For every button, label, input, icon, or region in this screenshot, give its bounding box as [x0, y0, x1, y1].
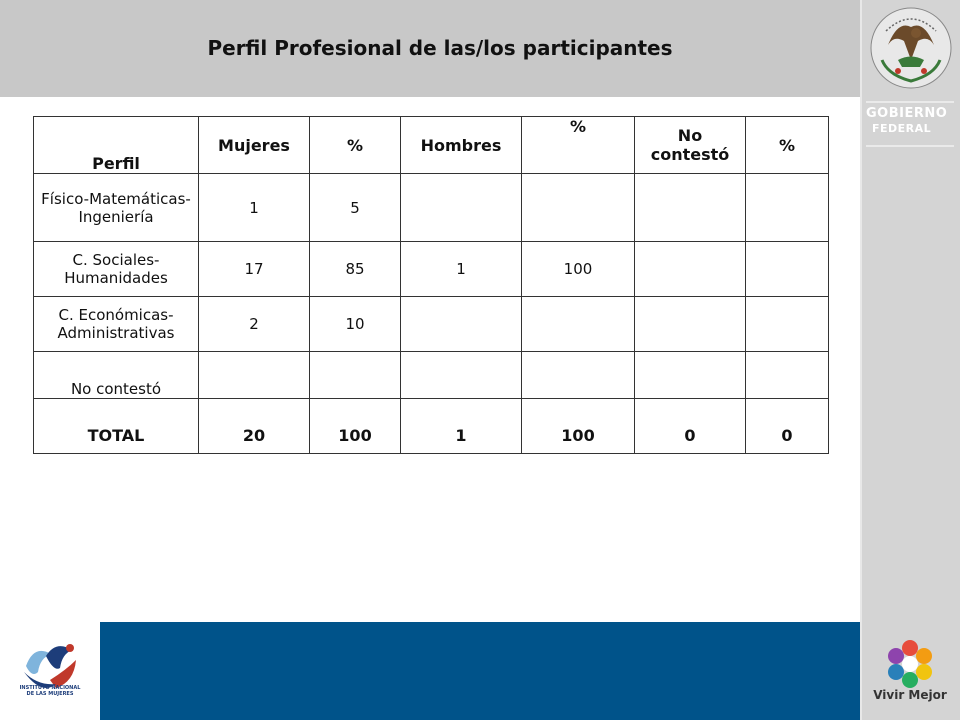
table-row	[34, 352, 829, 399]
cell-pct-mujeres	[310, 352, 401, 399]
gobierno-line2: FEDERAL	[872, 122, 932, 135]
cell-no-contesto	[635, 297, 746, 352]
cell-pct-no-contesto	[746, 242, 829, 297]
cell-perfil: TOTAL	[34, 399, 199, 454]
cell-mujeres: 2	[199, 297, 310, 352]
cell-hombres: 1	[401, 242, 522, 297]
cell-hombres: 1	[401, 399, 522, 454]
cell-pct-mujeres: 5	[310, 174, 401, 242]
cell-no-contesto	[635, 174, 746, 242]
cell-no-contesto: 0	[635, 399, 746, 454]
cell-hombres	[401, 352, 522, 399]
cell-mujeres: 20	[199, 399, 310, 454]
cell-pct-no-contesto	[746, 174, 829, 242]
cell-pct-hombres: 100	[522, 242, 635, 297]
cell-pct-mujeres: 85	[310, 242, 401, 297]
cell-pct-no-contesto: 0	[746, 399, 829, 454]
header-no-contesto: No contestó	[635, 117, 746, 174]
cell-perfil: C. Económicas-Administrativas	[34, 297, 199, 352]
inmujeres-logo-icon	[16, 636, 86, 716]
table-row	[34, 174, 829, 242]
cell-no-contesto	[635, 242, 746, 297]
footer-blue-band	[100, 622, 860, 720]
vivir-mejor-logo-icon	[870, 636, 950, 716]
header-pct-hombres: %	[522, 117, 635, 174]
cell-pct-no-contesto	[746, 297, 829, 352]
table-row	[34, 297, 829, 352]
page-title: Perfil Profesional de las/los participantes	[207, 36, 673, 60]
cell-pct-no-contesto	[746, 352, 829, 399]
cell-no-contesto	[635, 352, 746, 399]
mexican-seal-icon	[868, 5, 954, 91]
cell-perfil: No contestó	[34, 352, 199, 399]
table-header-row	[34, 117, 829, 174]
cell-perfil: Físico-Matemáticas-Ingeniería	[34, 174, 199, 242]
header-mujeres: Mujeres	[199, 117, 310, 174]
cell-mujeres: 1	[199, 174, 310, 242]
inmujeres-label: INSTITUTO NACIONAL DE LAS MUJERES	[19, 685, 81, 697]
cell-pct-mujeres: 100	[310, 399, 401, 454]
cell-pct-hombres	[522, 174, 635, 242]
cell-pct-mujeres: 10	[310, 297, 401, 352]
header-hombres: Hombres	[401, 117, 522, 174]
cell-pct-hombres: 100	[522, 399, 635, 454]
profile-table	[33, 116, 829, 454]
cell-mujeres	[199, 352, 310, 399]
vivir-mejor-label: Vivir Mejor	[873, 688, 947, 702]
cell-hombres	[401, 174, 522, 242]
table-total-row	[34, 399, 829, 454]
cell-mujeres: 17	[199, 242, 310, 297]
cell-pct-hombres	[522, 352, 635, 399]
header-perfil: Perfil	[34, 117, 199, 174]
cell-perfil: C. Sociales-Humanidades	[34, 242, 199, 297]
table-row	[34, 242, 829, 297]
header-pct-mujeres: %	[310, 117, 401, 174]
cell-hombres	[401, 297, 522, 352]
gobierno-line1: GOBIERNO	[866, 106, 948, 121]
header-pct-no-contesto: %	[746, 117, 829, 174]
gobierno-federal-logo	[866, 106, 956, 135]
cell-pct-hombres	[522, 297, 635, 352]
